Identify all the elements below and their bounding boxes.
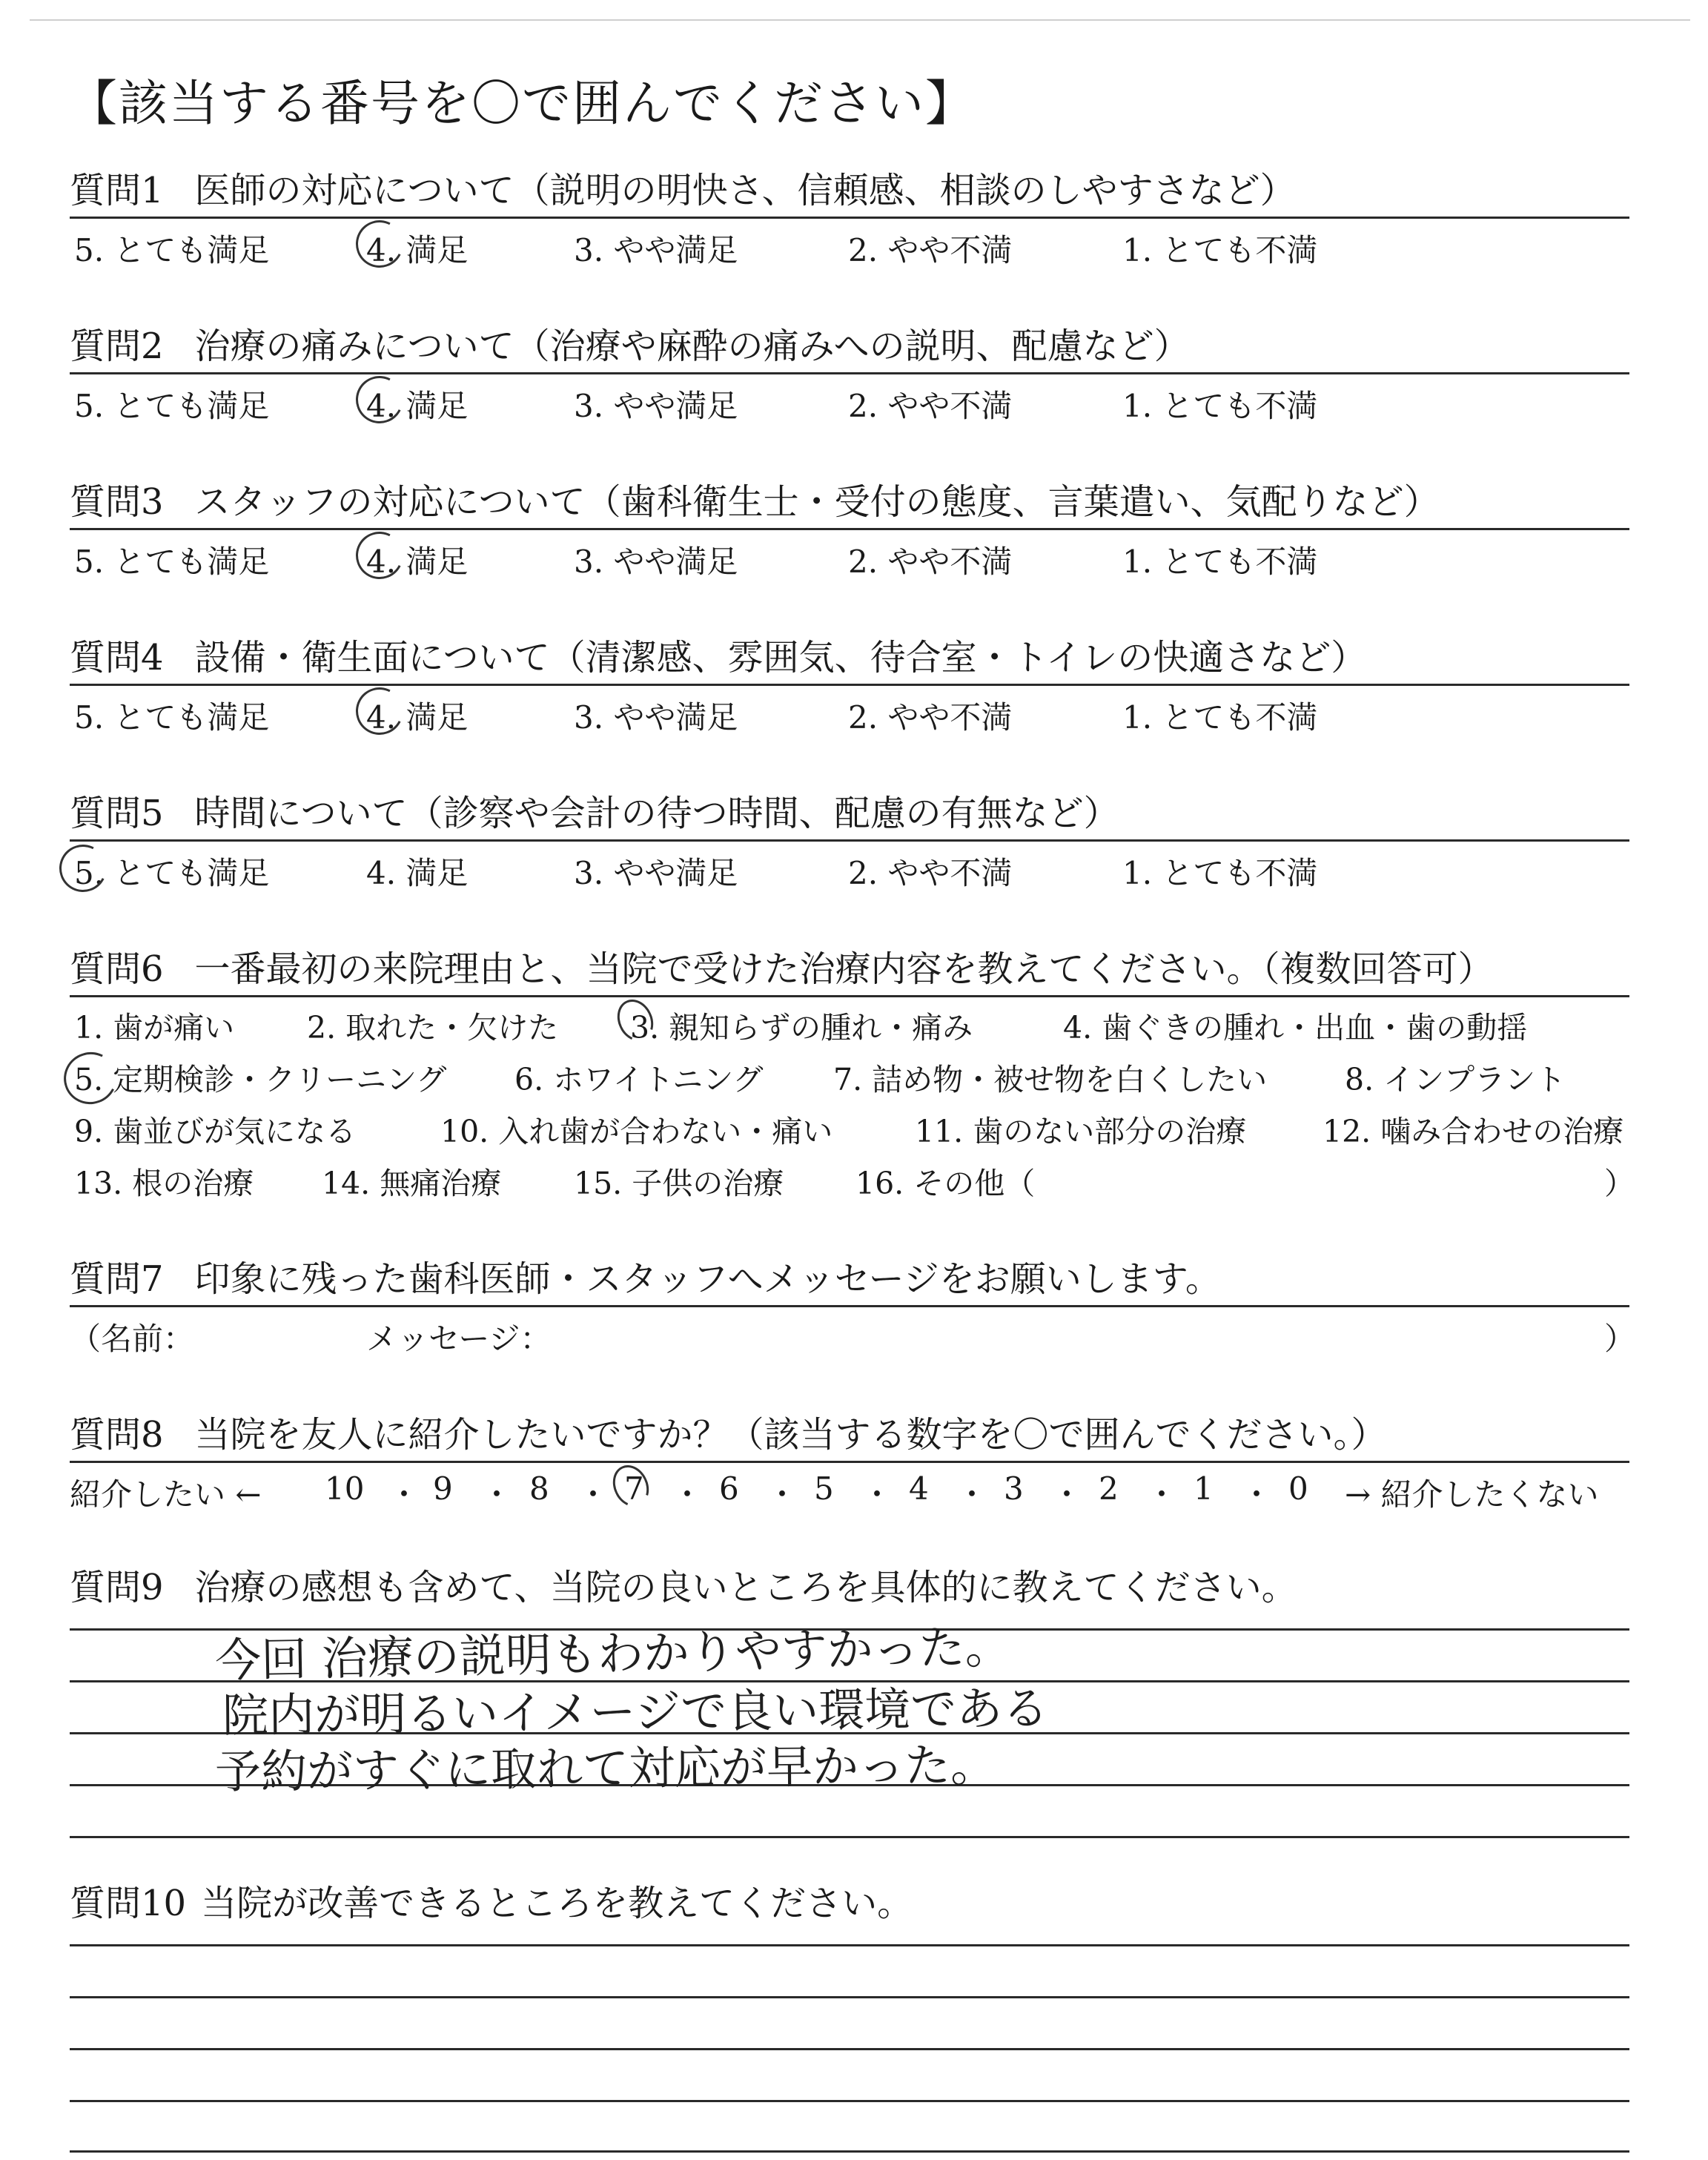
reason-option[interactable]: 11. 歯のない部分の治療 (915, 1114, 1247, 1149)
option-somewhat-dissatisfied[interactable]: 2. やや不満 (848, 544, 1013, 580)
close-paren: ） (1604, 1166, 1635, 1201)
reason-option[interactable]: 7. 詰め物・被せ物を白くしたい (833, 1062, 1268, 1097)
option-very-dissatisfied[interactable]: 1. とても不満 (1122, 855, 1318, 891)
reason-option[interactable]: 5. 定期検診・クリーニング (74, 1062, 447, 1097)
reason-options-row-3 (70, 1101, 1629, 1153)
option-somewhat-dissatisfied[interactable]: 2. やや不満 (848, 855, 1013, 891)
option-satisfied[interactable]: 4. 満足 (366, 544, 469, 580)
question-number: 質問7 (70, 1258, 164, 1300)
question-text: 一番最初の来院理由と、当院で受けた治療内容を教えてください。（複数回答可） (194, 948, 1494, 990)
handwritten-answer-line-2: 院内が明るいイメージで良い環境である (222, 1681, 1049, 1743)
option-somewhat-satisfied[interactable]: 3. やや満足 (574, 388, 738, 424)
reason-option[interactable]: 14. 無痛治療 (322, 1166, 502, 1201)
reason-option[interactable]: 10. 入れ歯が合わない・痛い (440, 1114, 833, 1149)
question-title (70, 1562, 1629, 1614)
question-2 (70, 320, 1629, 422)
option-very-satisfied[interactable]: 5. とても満足 (74, 232, 270, 268)
score-separator: ・ (1051, 1476, 1083, 1513)
answer-line (70, 2048, 1629, 2050)
reason-option[interactable]: 4. 歯ぐきの腫れ・出血・歯の動揺 (1063, 1010, 1528, 1046)
question-text: 当院が改善できるところを教えてください。 (201, 1883, 913, 1924)
question-text: 時間について（診察や会計の待つ時間、配慮の有無など） (194, 793, 1119, 834)
question-title (70, 476, 1629, 528)
score-separator: ・ (767, 1476, 798, 1513)
reason-options-row-4 (70, 1153, 1635, 1205)
option-very-dissatisfied[interactable]: 1. とても不満 (1122, 232, 1318, 268)
score-3[interactable]: 3 (1004, 1470, 1024, 1507)
message-fields (70, 1307, 1636, 1357)
question-text: 当院を友人に紹介したいですか？（該当する数字を〇で囲んでください。） (194, 1414, 1387, 1456)
reason-option[interactable]: 6. ホワイトニング (514, 1062, 764, 1097)
score-8[interactable]: 8 (529, 1470, 549, 1507)
score-4[interactable]: 4 (909, 1470, 929, 1507)
question-text: 治療の痛みについて（治療や麻酔の痛みへの説明、配慮など） (194, 326, 1190, 367)
satisfaction-options (70, 530, 1629, 578)
question-number: 質問8 (70, 1414, 164, 1456)
reason-option[interactable]: 2. 取れた・欠けた (307, 1010, 559, 1046)
option-somewhat-dissatisfied[interactable]: 2. やや不満 (848, 699, 1013, 736)
question-5 (70, 787, 1629, 889)
question-text: スタッフの対応について（歯科衛生士・受付の態度、言葉遣い、気配りなど） (194, 481, 1440, 523)
name-label: （名前： (70, 1321, 195, 1357)
question-number: 質問4 (70, 637, 164, 678)
question-8 (70, 1409, 1629, 1513)
page-top-border (30, 19, 1690, 21)
option-satisfied[interactable]: 4. 満足 (366, 388, 469, 424)
option-somewhat-satisfied[interactable]: 3. やや満足 (574, 855, 738, 891)
option-somewhat-satisfied[interactable]: 3. やや満足 (574, 232, 738, 268)
score-0[interactable]: 0 (1288, 1470, 1308, 1507)
close-paren: ） (1604, 1321, 1636, 1357)
question-title (70, 787, 1629, 839)
question-text: 治療の感想も含めて、当院の良いところを具体的に教えてください。 (194, 1567, 1297, 1608)
option-satisfied[interactable]: 4. 満足 (366, 699, 469, 736)
question-number: 質問3 (70, 481, 164, 523)
question-4 (70, 632, 1629, 736)
question-title (70, 320, 1629, 372)
question-number: 質問6 (70, 948, 164, 990)
reason-options-row-1 (70, 997, 1629, 1049)
question-text: 印象に残った歯科医師・スタッフへメッセージをお願いします。 (194, 1258, 1221, 1300)
score-separator: ・ (956, 1476, 988, 1513)
score-separator: ・ (1241, 1476, 1273, 1513)
reason-option-other[interactable]: 16. その他（ (855, 1166, 1036, 1201)
score-separator: ・ (861, 1476, 893, 1513)
question-number: 質問2 (70, 326, 164, 367)
question-number: 質問5 (70, 793, 164, 834)
answer-line (70, 1836, 1629, 1838)
question-3 (70, 476, 1629, 578)
option-somewhat-dissatisfied[interactable]: 2. やや不満 (848, 388, 1013, 424)
recommend-right-label: → 紹介したくない (1345, 1476, 1599, 1513)
option-satisfied[interactable]: 4. 満足 (366, 232, 469, 268)
recommend-left-label: 紹介したい ← (70, 1476, 262, 1513)
reason-option[interactable]: 8. インプラント (1345, 1062, 1566, 1097)
score-1[interactable]: 1 (1194, 1470, 1214, 1507)
question-text: 医師の対応について（説明の明快さ、信頼感、相談のしやすさなど） (194, 170, 1296, 211)
reason-option[interactable]: 9. 歯並びが気になる (74, 1114, 357, 1149)
option-very-satisfied[interactable]: 5. とても満足 (74, 855, 270, 891)
score-9[interactable]: 9 (433, 1470, 453, 1507)
score-5[interactable]: 5 (814, 1470, 834, 1507)
question-title (70, 1409, 1629, 1461)
reason-option[interactable]: 12. 噛み合わせの治療 (1323, 1114, 1624, 1149)
option-satisfied[interactable]: 4. 満足 (366, 855, 469, 891)
option-very-satisfied[interactable]: 5. とても満足 (74, 699, 270, 736)
question-title (70, 165, 1629, 217)
score-separator: ・ (577, 1476, 609, 1513)
answer-line (70, 2150, 1629, 2153)
question-title (70, 632, 1629, 684)
reason-option[interactable]: 15. 子供の治療 (574, 1166, 784, 1201)
question-number: 質問1 (70, 170, 164, 211)
answer-line (70, 1996, 1629, 1998)
option-somewhat-satisfied[interactable]: 3. やや満足 (574, 699, 738, 736)
question-title (70, 1253, 1629, 1305)
handwritten-answer-line-1: 今回 治療の説明もわかりやすかった。 (214, 1619, 1012, 1688)
question-title (70, 1877, 1629, 1929)
score-7[interactable]: 7 (624, 1470, 644, 1507)
message-label: メッセージ： (366, 1321, 552, 1357)
option-very-satisfied[interactable]: 5. とても満足 (74, 544, 270, 580)
score-10[interactable]: 10 (325, 1470, 365, 1507)
question-9 (70, 1562, 1629, 1614)
question-number: 質問10 (70, 1883, 187, 1924)
reason-option[interactable]: 1. 歯が痛い (74, 1010, 235, 1046)
option-very-dissatisfied[interactable]: 1. とても不満 (1122, 544, 1318, 580)
question-number: 質問9 (70, 1567, 164, 1608)
recommend-scale (70, 1463, 1629, 1513)
score-separator: ・ (388, 1476, 420, 1513)
score-separator: ・ (1146, 1476, 1178, 1513)
option-very-dissatisfied[interactable]: 1. とても不満 (1122, 388, 1318, 424)
answer-line (70, 2100, 1629, 2102)
reason-options-row-2 (70, 1049, 1629, 1101)
question-7 (70, 1253, 1636, 1357)
score-separator: ・ (481, 1476, 513, 1513)
satisfaction-options (70, 219, 1629, 266)
score-separator: ・ (672, 1476, 704, 1513)
reason-option[interactable]: 3. 親知らずの腫れ・痛み (630, 1010, 973, 1046)
selection-circle-mark (606, 1459, 655, 1513)
option-very-dissatisfied[interactable]: 1. とても不満 (1122, 699, 1318, 736)
reason-option[interactable]: 13. 根の治療 (74, 1166, 254, 1201)
question-6 (70, 943, 1635, 1205)
score-6[interactable]: 6 (719, 1470, 739, 1507)
question-text: 設備・衛生面について（清潔感、雰囲気、待合室・トイレの快適さなど） (194, 637, 1367, 678)
satisfaction-options (70, 842, 1629, 889)
score-2[interactable]: 2 (1099, 1470, 1119, 1507)
satisfaction-options (70, 374, 1629, 422)
satisfaction-options (70, 686, 1629, 736)
question-10 (70, 1877, 1629, 1929)
handwritten-answer-line-3: 予約がすぐに取れて対応が早かった。 (214, 1737, 997, 1799)
option-very-satisfied[interactable]: 5. とても満足 (74, 388, 270, 424)
answer-line (70, 1944, 1629, 1946)
page-heading: 【該当する番号を〇で囲んでください】 (68, 75, 976, 132)
question-title (70, 943, 1629, 995)
option-somewhat-satisfied[interactable]: 3. やや満足 (574, 544, 738, 580)
option-somewhat-dissatisfied[interactable]: 2. やや不満 (848, 232, 1013, 268)
question-1 (70, 165, 1629, 266)
